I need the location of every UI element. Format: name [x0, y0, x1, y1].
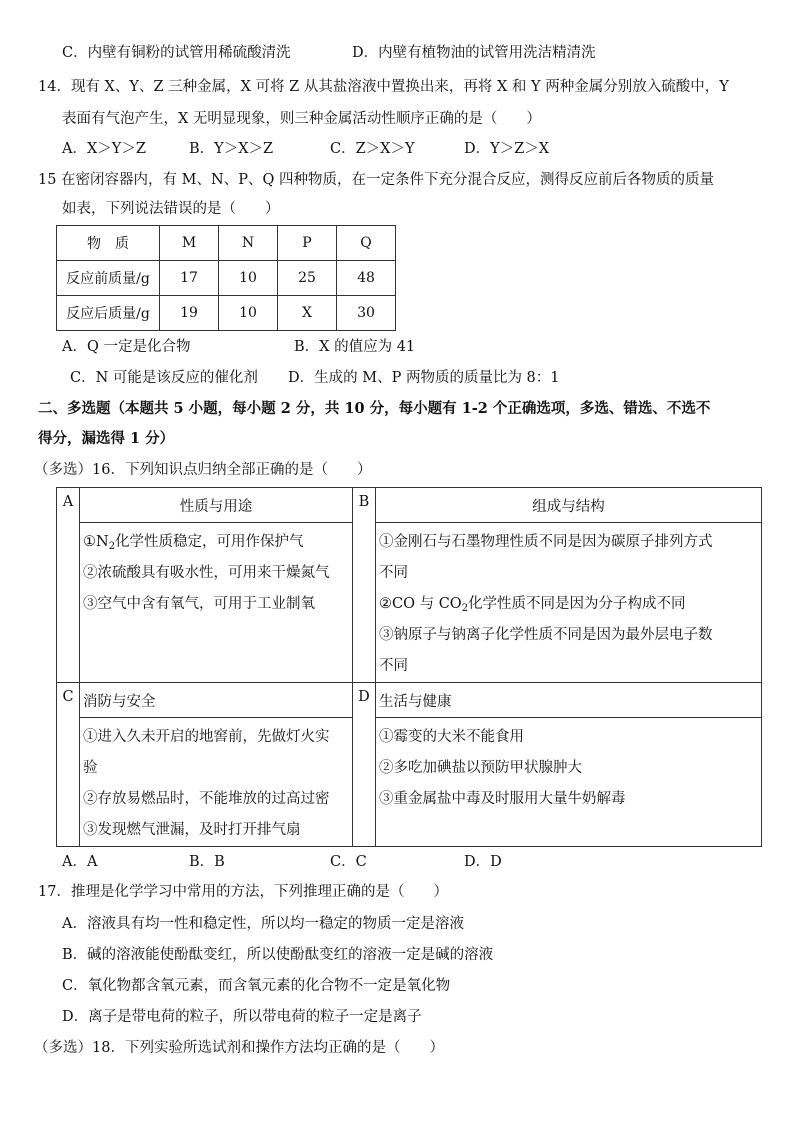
q15-option-b: B．X 的值应为 41 — [294, 339, 416, 355]
group-title-a: 性质与用途 — [80, 488, 353, 523]
list-item: ①霉变的大米不能食用 — [379, 729, 524, 745]
table-header-cell: 物 质 — [57, 226, 160, 261]
list-item: ③钠原子与钠离子化学性质不同是因为最外层电子数 — [379, 627, 713, 643]
group-letter-b: B — [353, 488, 376, 683]
group-items-d — [376, 718, 762, 847]
table-header-cell: N — [219, 226, 278, 261]
group-title-b: 组成与结构 — [376, 488, 762, 523]
group-letter-c: C — [57, 683, 80, 847]
q16-knowledge-table — [56, 487, 762, 847]
q13-option-d: D．内壁有植物油的试管用洗洁精清洗 — [352, 45, 596, 61]
list-item: ③发现燃气泄漏，及时打开排气扇 — [83, 822, 301, 838]
q13-option-c: C．内壁有铜粉的试管用稀硫酸清洗 — [62, 45, 291, 61]
group-items-b — [376, 523, 762, 683]
list-item: ②多吃加碘盐以预防甲状腺肿大 — [379, 760, 582, 776]
q17-option-b: B．碱的溶液能使酚酞变红，所以使酚酞变红的溶液一定是碱的溶液 — [62, 947, 494, 963]
table-cell: 30 — [337, 296, 396, 331]
group-title-d: 生活与健康 — [376, 683, 762, 718]
table-header-cell: P — [278, 226, 337, 261]
list-item-continued: 不同 — [379, 658, 408, 674]
q15-stem-line1: 15 在密闭容器内，有 M、N、P、Q 四种物质，在一定条件下充分混合反应，测得反应前后各物质的质量 — [38, 172, 714, 188]
q15-option-d: D．生成的 M、P 两物质的质量比为 8：1 — [288, 370, 560, 386]
group-letter-d: D — [353, 683, 376, 847]
q14-stem-line1: 14．现有 X、Y、Z 三种金属，X 可将 Z 从其盐溶液中置换出来，再将 X 和 Y 两种金属分别放入硫酸中，Y — [38, 79, 729, 95]
list-item: ②浓硫酸具有吸水性，可用来干燥氮气 — [83, 565, 330, 581]
list-item: $①N_2$化学性质稳定，可用作保护气 — [83, 534, 304, 552]
table-row — [57, 296, 396, 331]
q16-option-d: D．D — [464, 854, 502, 870]
list-item: ②CO 与 $CO_2$化学性质不同是因为分子构成不同 — [379, 596, 686, 614]
table-cell: 10 — [219, 261, 278, 296]
table-cell: 19 — [160, 296, 219, 331]
table-cell: 反应后质量/g — [57, 296, 160, 331]
list-item: ③空气中含有氧气，可用于工业制氧 — [83, 596, 315, 612]
q14-option-c: C．Z＞X＞Y — [330, 141, 415, 157]
q15-stem-line2: 如表，下列说法错误的是（ ） — [62, 201, 280, 217]
q17-option-a: A．溶液具有均一性和稳定性，所以均一稳定的物质一定是溶液 — [62, 916, 464, 932]
q16-option-a: A．A — [62, 854, 98, 870]
table-cell: 17 — [160, 261, 219, 296]
q15-option-a: A．Q 一定是化合物 — [62, 339, 191, 355]
table-cell: 48 — [337, 261, 396, 296]
q16-stem: （多选）16．下列知识点归纳全部正确的是（ ） — [34, 462, 372, 478]
list-item: ①金刚石与石墨物理性质不同是因为碳原子排列方式 — [379, 534, 713, 550]
q17-option-d: D．离子是带电荷的粒子，所以带电荷的粒子一定是离子 — [62, 1009, 422, 1025]
table-cell: X — [278, 296, 337, 331]
q17-option-c: C．氧化物都含氧元素，而含氧元素的化合物不一定是氧化物 — [62, 978, 451, 994]
table-header-cell: Q — [337, 226, 396, 261]
q15-mass-table — [56, 225, 396, 331]
group-items-a — [80, 523, 353, 683]
q14-option-a: A．X＞Y＞Z — [62, 141, 146, 157]
list-item: ①进入久未开启的地窖前，先做灯火实 — [83, 729, 330, 745]
q14-option-b: B．Y＞X＞Z — [189, 141, 274, 157]
group-items-c — [80, 718, 353, 847]
list-item-continued: 不同 — [379, 565, 408, 581]
q16-option-b: B．B — [189, 854, 225, 870]
group-letter-a: A — [57, 488, 80, 683]
group-title-c: 消防与安全 — [80, 683, 353, 718]
table-row — [57, 261, 396, 296]
q18-stem: （多选）18．下列实验所选试剂和操作方法均正确的是（ ） — [34, 1040, 444, 1056]
q15-option-c: C．N 可能是该反应的催化剂 — [70, 370, 258, 386]
table-cell: 25 — [278, 261, 337, 296]
table-cell: 反应前质量/g — [57, 261, 160, 296]
section2-title-line1: 二、多选题（本题共 5 小题，每小题 2 分，共 10 分，每小题有 1-2 个正确选项，多选、错选、不选不 — [38, 400, 711, 417]
q14-stem-line2: 表面有气泡产生，X 无明显现象，则三种金属活动性顺序正确的是（ ） — [62, 111, 541, 127]
q16-option-c: C．C — [330, 854, 367, 870]
q14-option-d: D．Y＞Z＞X — [464, 141, 550, 157]
list-item-continued: 验 — [83, 760, 98, 776]
table-header-cell: M — [160, 226, 219, 261]
list-item: ③重金属盐中毒及时服用大量牛奶解毒 — [379, 791, 626, 807]
table-cell: 10 — [219, 296, 278, 331]
list-item: ②存放易燃品时，不能堆放的过高过密 — [83, 791, 330, 807]
section2-title-line2: 得分，漏选得 1 分） — [38, 430, 175, 447]
table-header-row — [57, 226, 396, 261]
q17-stem: 17．推理是化学学习中常用的方法，下列推理正确的是（ ） — [38, 884, 448, 900]
